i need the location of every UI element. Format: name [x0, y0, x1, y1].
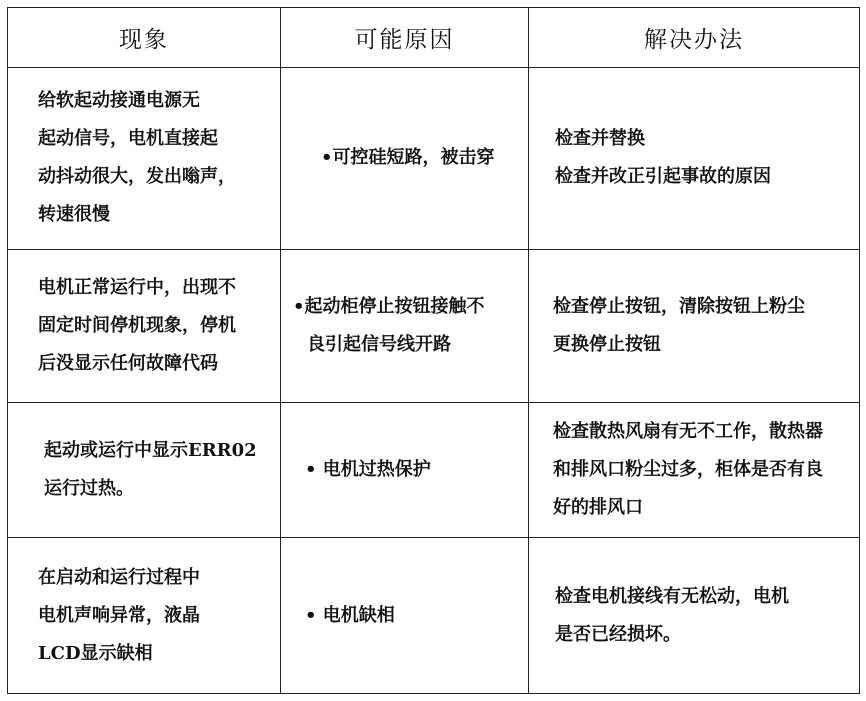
solution-line: 检查并替换 — [555, 128, 645, 150]
symptom-cell — [8, 249, 281, 402]
solution-cell — [529, 403, 860, 538]
cause-line: •可控硅短路，被击穿 — [321, 147, 495, 169]
symptom-cell — [8, 403, 281, 538]
cause-cell — [281, 538, 529, 694]
header-solution: 解决办法 — [529, 8, 860, 68]
solution-line: 好的排风口 — [553, 497, 643, 519]
cause-line: • 电机缺相 — [305, 604, 395, 626]
solution-line: 检查电机接线有无松动，电机 — [555, 585, 789, 607]
table-row — [8, 249, 860, 402]
cause-line: •起动柜停止按钮接触不 — [293, 295, 485, 317]
cause-line: • 电机过热保护 — [305, 459, 431, 481]
solution-cell — [529, 538, 860, 694]
cause-line: 良引起信号线开路 — [307, 333, 451, 355]
symptom-line: 给软起动接通电源无 — [38, 90, 200, 112]
solution-line: 检查停止按钮，清除按钮上粉尘 — [553, 295, 805, 317]
symptom-line: 运行过热。 — [44, 478, 134, 500]
table-row — [8, 538, 860, 694]
solution-cell — [529, 249, 860, 402]
solution-line: 和排风口粉尘过多，柜体是否有良 — [553, 459, 823, 481]
symptom-line: 起动或运行中显示ERR02 — [44, 440, 257, 462]
solution-line: 更换停止按钮 — [553, 333, 661, 355]
cause-cell — [281, 249, 529, 402]
header-row — [8, 8, 860, 68]
table-row — [8, 403, 860, 538]
fault-table — [7, 7, 860, 694]
symptom-line: LCD显示缺相 — [38, 642, 153, 664]
symptom-line: 后没显示任何故障代码 — [38, 352, 218, 374]
symptom-line: 起动信号，电机直接起 — [38, 128, 218, 150]
header-symptom: 现象 — [8, 8, 281, 68]
symptom-cell — [8, 68, 281, 250]
solution-line: 检查散热风扇有无不工作，散热器 — [553, 421, 823, 443]
symptom-cell — [8, 538, 281, 694]
symptom-line: 在启动和运行过程中 — [38, 566, 200, 588]
cause-cell — [281, 403, 529, 538]
header-cause: 可能原因 — [281, 8, 529, 68]
symptom-line: 固定时间停机现象，停机 — [38, 314, 236, 336]
solution-line: 是否已经损坏。 — [555, 623, 681, 645]
symptom-line: 电机声响异常，液晶 — [38, 604, 200, 626]
symptom-line: 动抖动很大，发出嗡声， — [38, 166, 236, 188]
cause-cell — [281, 68, 529, 250]
solution-line: 检查并改正引起事故的原因 — [555, 166, 771, 188]
symptom-line: 转速很慢 — [38, 204, 110, 226]
table-row — [8, 68, 860, 250]
symptom-line: 电机正常运行中，出现不 — [38, 276, 236, 298]
solution-cell — [529, 68, 860, 250]
